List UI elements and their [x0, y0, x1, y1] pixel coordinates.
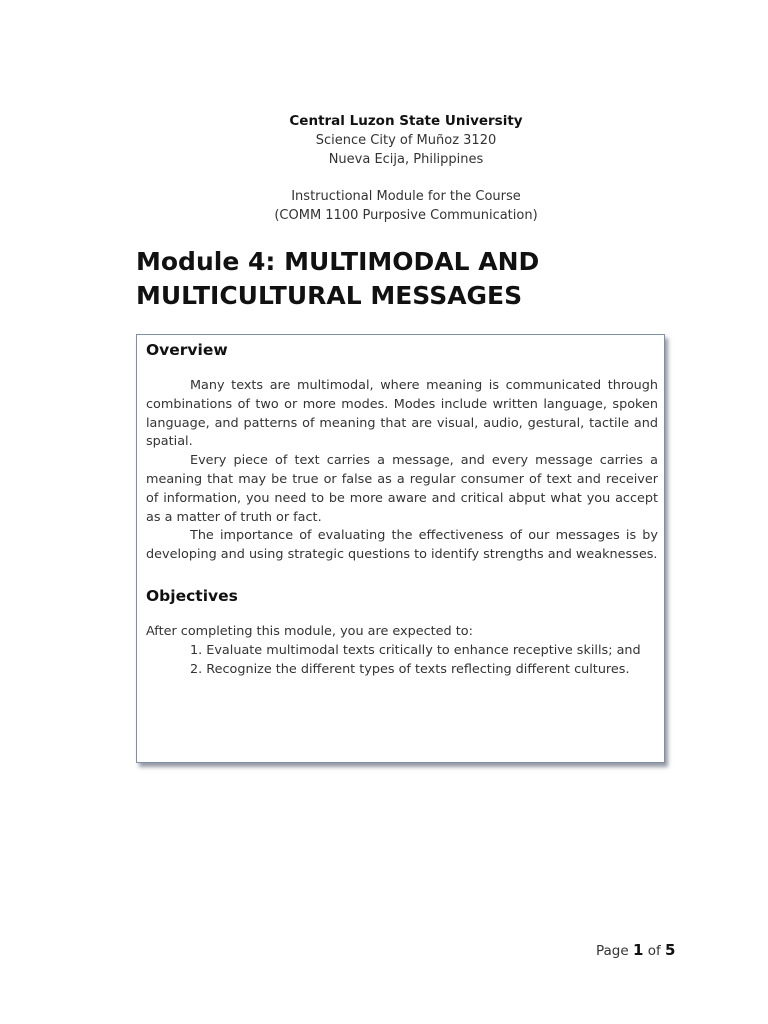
page-total: 5	[665, 941, 676, 959]
overview-objectives-box	[136, 334, 665, 763]
university-province: Nueva Ecija, Philippines	[328, 152, 484, 167]
module-for-label: Instructional Module for the Course	[291, 189, 521, 204]
module-title-line-2: MULTICULTURAL MESSAGES	[136, 281, 523, 310]
overview-paragraph-2: Every piece of text carries a message, and every message carries a meaning that may be true or false as a regular consumer of text and receiver of information, you need to be more aware and critical abput what you accept as a matter of truth or fact.	[146, 453, 658, 525]
module-title-line-1: Module 4: MULTIMODAL AND	[136, 247, 540, 276]
overview-heading: Overview	[146, 341, 228, 359]
module-title	[136, 245, 696, 313]
page-current: 1	[632, 941, 644, 959]
overview-paragraph-1: Many texts are multimodal, where meaning is communicated through combinations of two or more modes. Modes include written language, spoken language, and patterns of meaning that are visual, audio, gestural, tactile and spatial.	[146, 378, 658, 450]
objectives-list	[146, 642, 658, 680]
objectives-intro: After completing this module, you are expected to:	[146, 623, 473, 639]
overview-paragraph-3: The importance of evaluating the effectiveness of our messages is by developing and using strategic questions to identify strengths and weaknesses.	[146, 528, 658, 563]
objective-item-1: 1. Evaluate multimodal texts critically to enhance receptive skills; and	[190, 642, 641, 658]
course-name: (COMM 1100 Purposive Communication)	[274, 208, 538, 223]
university-name: Central Luzon State University	[289, 113, 523, 129]
page-number	[596, 941, 675, 959]
box-content	[146, 339, 658, 679]
objectives-heading: Objectives	[146, 586, 238, 605]
overview-spacer	[146, 361, 658, 377]
document-header	[0, 112, 768, 225]
university-city: Science City of Muñoz 3120	[315, 133, 497, 148]
of-label: of	[647, 943, 661, 959]
page-label: Page	[596, 943, 629, 959]
header-spacer	[0, 169, 768, 187]
objective-item-2: 2. Recognize the different types of texts reflecting different cultures.	[190, 661, 630, 677]
